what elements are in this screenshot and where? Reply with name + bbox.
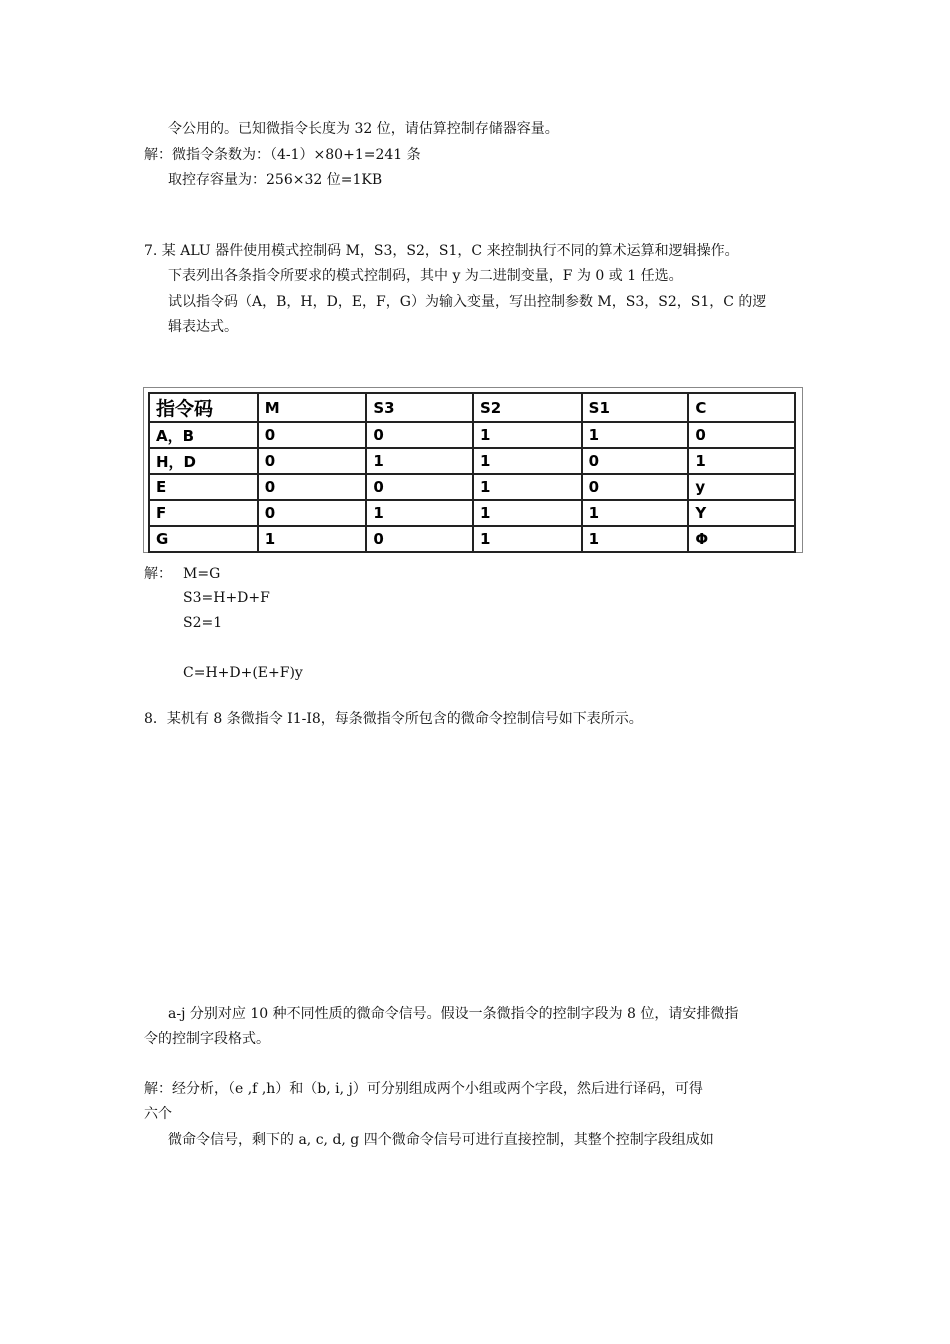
- table-cell: 0: [366, 422, 473, 448]
- table-cell: 0: [688, 422, 795, 448]
- table-row: [149, 526, 795, 552]
- table-header-cell: S1: [582, 393, 689, 422]
- table-cell: 0: [258, 448, 367, 474]
- table-cell: 0: [366, 474, 473, 500]
- table-cell: G: [149, 526, 258, 552]
- table-cell: H，D: [149, 448, 258, 474]
- text-line: 取控存容量为：256×32 位=1KB: [168, 172, 383, 188]
- question-7-title: 7. 某 ALU 器件使用模式控制码 M，S3，S2，S1，C 来控制执行不同的算术运算和逻辑操作。: [144, 243, 739, 259]
- table-cell: y: [688, 474, 795, 500]
- equation-s3: S3=H+D+F: [183, 590, 270, 606]
- table-cell: Y: [688, 500, 795, 526]
- table-cell: 0: [582, 448, 689, 474]
- table-row: [149, 448, 795, 474]
- table-row: [149, 474, 795, 500]
- table-cell: 0: [582, 474, 689, 500]
- table-row: [149, 422, 795, 448]
- table-row: [149, 500, 795, 526]
- equation-s2: S2=1: [183, 615, 223, 631]
- table-cell: F: [149, 500, 258, 526]
- table-cell: 0: [258, 422, 367, 448]
- mode-control-table: [148, 392, 796, 553]
- mode-control-table-frame: [143, 387, 803, 553]
- table-header-cell: 指令码: [149, 393, 258, 422]
- text-line: 下表列出各条指令所要求的模式控制码，其中 y 为二进制变量，F 为 0 或 1 任选。: [168, 268, 683, 284]
- table-header-cell: S2: [473, 393, 582, 422]
- table-cell: 1: [473, 448, 582, 474]
- text-line: 试以指令码（A，B，H，D，E，F，G）为输入变量，写出控制参数 M，S3，S2，S1，C 的逻: [168, 294, 767, 310]
- text-line: 令公用的。已知微指令长度为 32 位，请估算控制存储器容量。: [168, 121, 559, 137]
- equation-m: M=G: [183, 566, 221, 582]
- answer-line: 解：经分析，（e ,f ,h）和（b, i, j）可分别组成两个小组或两个字段，然后进行译码，可得: [144, 1081, 703, 1097]
- text-line: 令的控制字段格式。: [144, 1031, 270, 1047]
- table-header-cell: S3: [366, 393, 473, 422]
- text-line: a-j 分别对应 10 种不同性质的微命令信号。假设一条微指令的控制字段为 8 位，请安排微指: [168, 1006, 739, 1022]
- table-cell: 0: [258, 474, 367, 500]
- table-cell: E: [149, 474, 258, 500]
- table-cell: 1: [366, 448, 473, 474]
- text-line: 辑表达式。: [168, 319, 238, 335]
- table-cell: 0: [366, 526, 473, 552]
- table-cell: 1: [582, 500, 689, 526]
- table-cell: 1: [473, 422, 582, 448]
- table-cell: 1: [366, 500, 473, 526]
- table-cell: Φ: [688, 526, 795, 552]
- answer-line: 解：微指令条数为：（4-1）×80+1=241 条: [144, 147, 421, 163]
- answer-label: 解：: [144, 566, 172, 582]
- table-cell: 1: [582, 422, 689, 448]
- text-line: 微命令信号，剩下的 a, c, d, g 四个微命令信号可进行直接控制，其整个控制字段组成如: [168, 1132, 714, 1148]
- table-cell: 1: [473, 500, 582, 526]
- table-cell: 1: [582, 526, 689, 552]
- table-cell: 0: [258, 500, 367, 526]
- table-header-cell: M: [258, 393, 367, 422]
- table-cell: 1: [688, 448, 795, 474]
- table-cell: A，B: [149, 422, 258, 448]
- table-header-row: [149, 393, 795, 422]
- text-line: 六个: [144, 1106, 172, 1122]
- question-8-title: 8．某机有 8 条微指令 I1-I8，每条微指令所包含的微命令控制信号如下表所示。: [144, 711, 643, 727]
- equation-c: C=H+D+(E+F)y: [183, 665, 303, 681]
- table-cell: 1: [473, 474, 582, 500]
- table-header-cell: C: [688, 393, 795, 422]
- table-cell: 1: [473, 526, 582, 552]
- table-cell: 1: [258, 526, 367, 552]
